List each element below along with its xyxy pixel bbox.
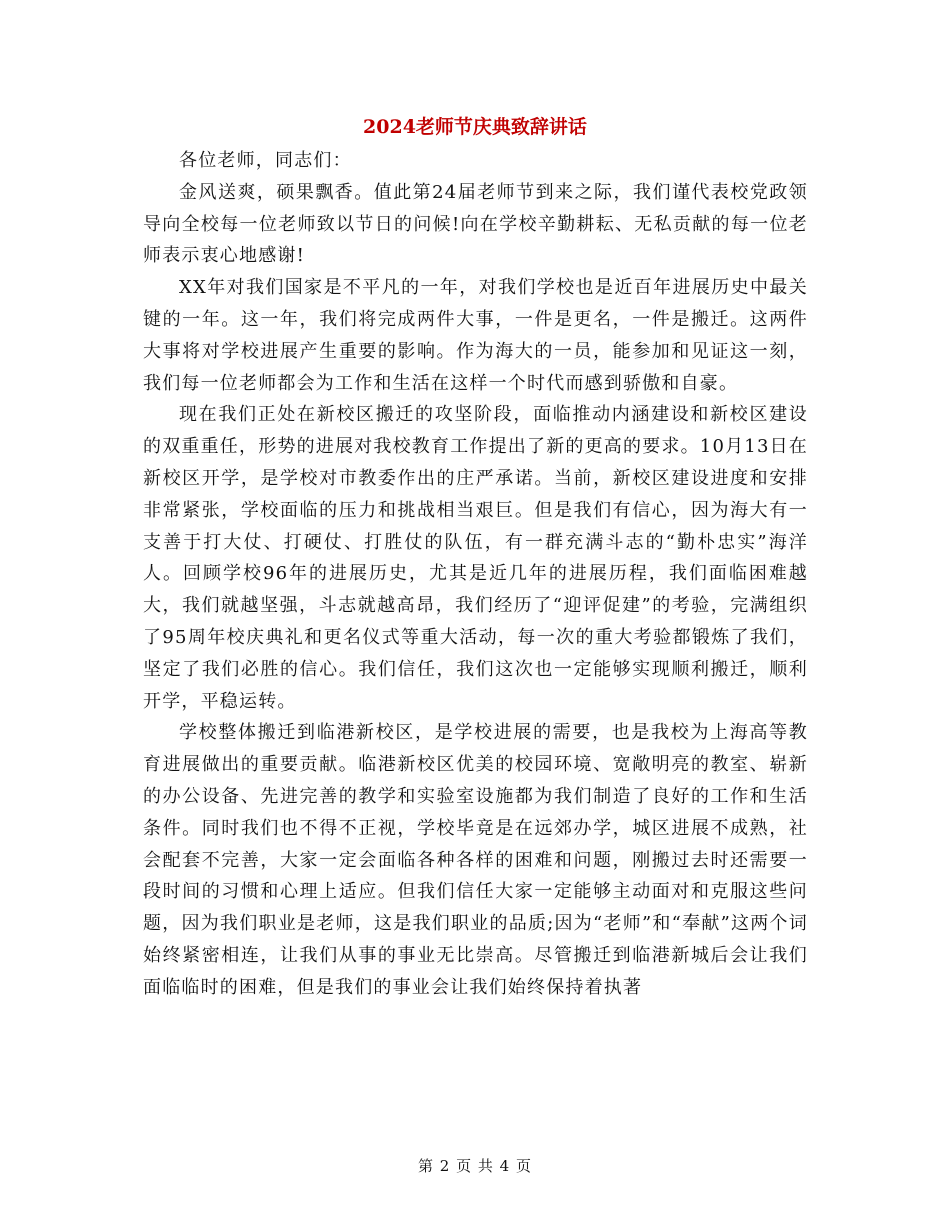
body-paragraph: 金风送爽，硕果飘香。值此第24届老师节到来之际，我们谨代表校党政领导向全校每一位老师致以节日的问候!向在学校辛勤耕耘、无私贡献的每一位老师表示衷心地感谢! xyxy=(143,181,808,267)
body-paragraph: 现在我们正处在新校区搬迁的攻坚阶段，面临推动内涵建设和新校区建设的双重重任，形势的进展对我校教育工作提出了新的更高的要求。10月13日在新校区开学，是学校对市教委作出的庄严承诺。当前，新校区建设进度和安排非常紧张，学校面临的压力和挑战相当艰巨。但是我们有信心，因为海大有一支善于打大仗、打硬仗、打胜仗的队伍，有一群充满斗志的“勤朴忠实”海洋人。回顾学校96年的进展历史，尤其是近几年的进展历程，我们面临困难越大，我们就越坚强，斗志就越高昂，我们经历了“迎评促建”的考验，完满组织了95周年校庆典礼和更名仪式等重大活动，每一次的重大考验都锻炼了我们，坚定了我们必胜的信心。我们信任，我们这次也一定能够实现顺利搬迁，顺利开学，平稳运转。 xyxy=(143,404,809,712)
document-title: 2024老师节庆典致辞讲话 xyxy=(363,116,587,138)
page-footer xyxy=(0,1155,950,1177)
body-paragraph: XX年对我们国家是不平凡的一年，对我们学校也是近百年进展历史中最关键的一年。这一年，我们将完成两件大事，一件是更名，一件是搬迁。这两件大事将对学校进展产生重要的影响。作为海大的一员，能参加和见证这一刻，我们每一位老师都会为工作和生活在这样一个时代而感到骄傲和自豪。 xyxy=(143,277,808,394)
body-paragraph: 学校整体搬迁到临港新校区，是学校进展的需要，也是我校为上海高等教育进展做出的重要贡献。临港新校区优美的校园环境、宽敞明亮的教室、崭新的办公设备、先进完善的教学和实验室设施都为我们制造了良好的工作和生活条件。同时我们也不得不正视，学校毕竟是在远郊办学，城区进展不成熟，社会配套不完善，大家一定会面临各种各样的困难和问题，刚搬过去时还需要一段时间的习惯和心理上适应。但我们信任大家一定能够主动面对和克服这些问题，因为我们职业是老师，这是我们职业的品质;因为“老师”和“奉献”这两个词始终紧密相连，让我们从事的事业无比崇高。尽管搬迁到临港新城后会让我们面临临时的困难，但是我们的事业会让我们始终保持着执著 xyxy=(143,722,808,998)
salutation-paragraph: 各位老师，同志们： xyxy=(179,150,352,171)
page-number: 第 2 页 共 4 页 xyxy=(418,1157,532,1175)
document-body xyxy=(143,145,808,1004)
